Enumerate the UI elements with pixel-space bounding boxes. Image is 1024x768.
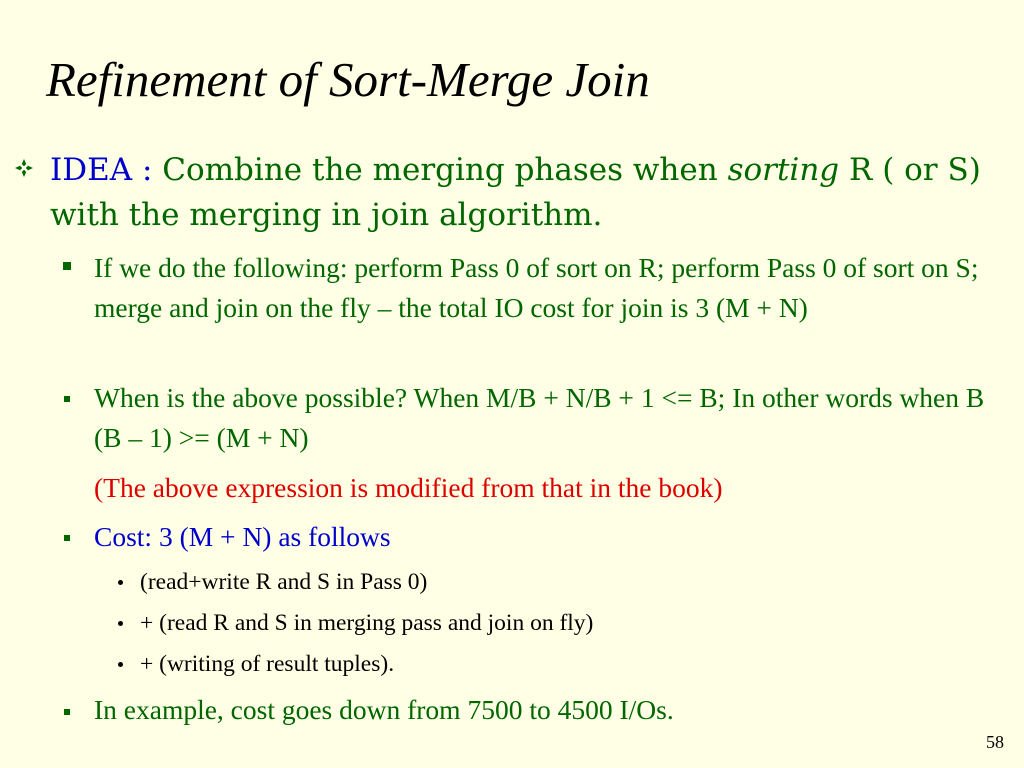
- point-example: In example, cost goes down from 7500 to 4500 I/Os.: [94, 694, 674, 725]
- diamond-bullet-icon: [14, 158, 34, 178]
- square-bullet-icon: [64, 396, 70, 402]
- idea-label: IDEA :: [50, 152, 163, 188]
- dot-bullet-icon: [118, 621, 123, 626]
- square-bullet-icon: [64, 535, 70, 541]
- dot-bullet-icon: [118, 662, 123, 667]
- slide-title: Refinement of Sort-Merge Join: [46, 52, 650, 107]
- cost-item: + (read R and S in merging pass and join on fly): [140, 610, 594, 636]
- cost-item: + (writing of result tuples).: [140, 651, 395, 677]
- square-bullet-icon: [64, 709, 70, 715]
- point-condition: When is the above possible? When M/B + N/B + 1 <= B; In other words when B (B – 1) >= (M + N): [94, 382, 985, 453]
- cost-item: (read+write R and S in Pass 0): [140, 569, 428, 595]
- idea-text-after: R ( or S) with the merging in join algorithm.: [50, 152, 981, 233]
- point-pass0: If we do the following: perform Pass 0 of sort on R; perform Pass 0 of sort on S; merge and join on the fly – the total IO cost for join is 3 (M + N): [94, 252, 979, 323]
- square-bullet-icon: [63, 262, 71, 270]
- idea-text-before: Combine the merging phases when: [162, 152, 728, 188]
- dot-bullet-icon: [118, 580, 123, 585]
- page-number: 58: [986, 732, 1004, 752]
- note-modified: (The above expression is modified from that in the book): [94, 472, 723, 503]
- idea-bullet: [50, 148, 1010, 238]
- idea-emphasis: sorting: [727, 152, 840, 188]
- point-cost: Cost: 3 (M + N) as follows: [94, 521, 391, 552]
